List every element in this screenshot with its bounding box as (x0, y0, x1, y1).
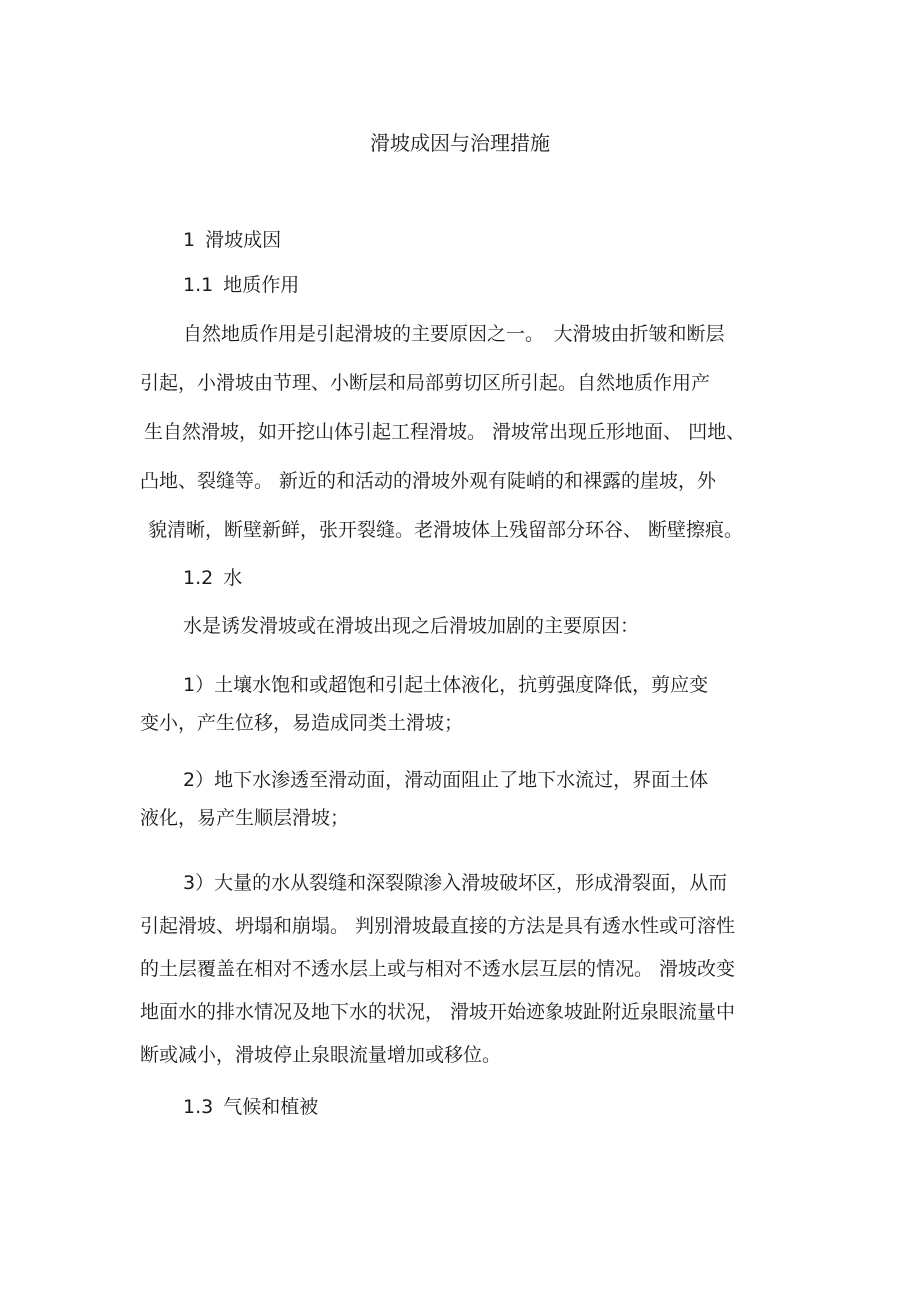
text-line: 引起，小滑坡由节理、小断层和局部剪切区所引起。自然地质作用产 (140, 372, 711, 394)
section-heading-1-1 (183, 273, 299, 297)
section-heading-1-2 (183, 566, 242, 590)
section-label: 水 (223, 567, 243, 589)
section-number: 1.3 (183, 1096, 214, 1118)
section-heading-1 (183, 228, 281, 252)
water-intro: 水是诱发滑坡或在滑坡出现之后滑坡加剧的主要原因： (183, 615, 640, 637)
text-line: 貌清晰，断壁新鲜，张开裂缝。老滑坡体上残留部分环谷、 断壁擦痕。 (148, 519, 744, 541)
section-label: 气候和植被 (223, 1096, 319, 1118)
section-label: 地质作用 (223, 274, 300, 296)
text-line: 1）土壤水饱和或超饱和引起土体液化，抗剪强度降低，剪应变 (183, 674, 709, 696)
document-title: 滑坡成因与治理措施 (370, 131, 550, 155)
text-line: 3）大量的水从裂缝和深裂隙渗入滑坡破坏区，形成滑裂面，从而 (183, 872, 728, 894)
text-line: 的土层覆盖在相对不透水层上或与相对不透水层互层的情况。 滑坡改变 (140, 958, 736, 980)
section-number: 1 (183, 229, 196, 251)
text-line: 生自然滑坡，如开挖山体引起工程滑坡。 滑坡常出现丘形地面、 凹地、 (144, 421, 746, 443)
text-line: 2）地下水渗透至滑动面，滑动面阻止了地下水流过，界面土体 (183, 769, 709, 791)
section-number: 1.2 (183, 567, 214, 589)
text-line: 变小，产生位移，易造成同类土滑坡； (140, 712, 464, 734)
section-heading-1-3 (183, 1095, 318, 1119)
text-line: 自然地质作用是引起滑坡的主要原因之一。 大滑坡由折皱和断层 (183, 323, 725, 345)
section-label: 滑坡成因 (205, 229, 282, 251)
section-number: 1.1 (183, 274, 214, 296)
text-line: 引起滑坡、坍塌和崩塌。 判别滑坡最直接的方法是具有透水性或可溶性 (140, 915, 736, 937)
text-line: 凸地、裂缝等。 新近的和活动的滑坡外观有陡峭的和裸露的崖坡，外 (140, 470, 717, 492)
text-line: 断或减小，滑坡停止泉眼流量增加或移位。 (140, 1044, 502, 1066)
text-line: 液化，易产生顺层滑坡； (140, 807, 350, 829)
text-line: 地面水的排水情况及地下水的状况， 滑坡开始迹象坡趾附近泉眼流量中 (140, 1001, 736, 1023)
